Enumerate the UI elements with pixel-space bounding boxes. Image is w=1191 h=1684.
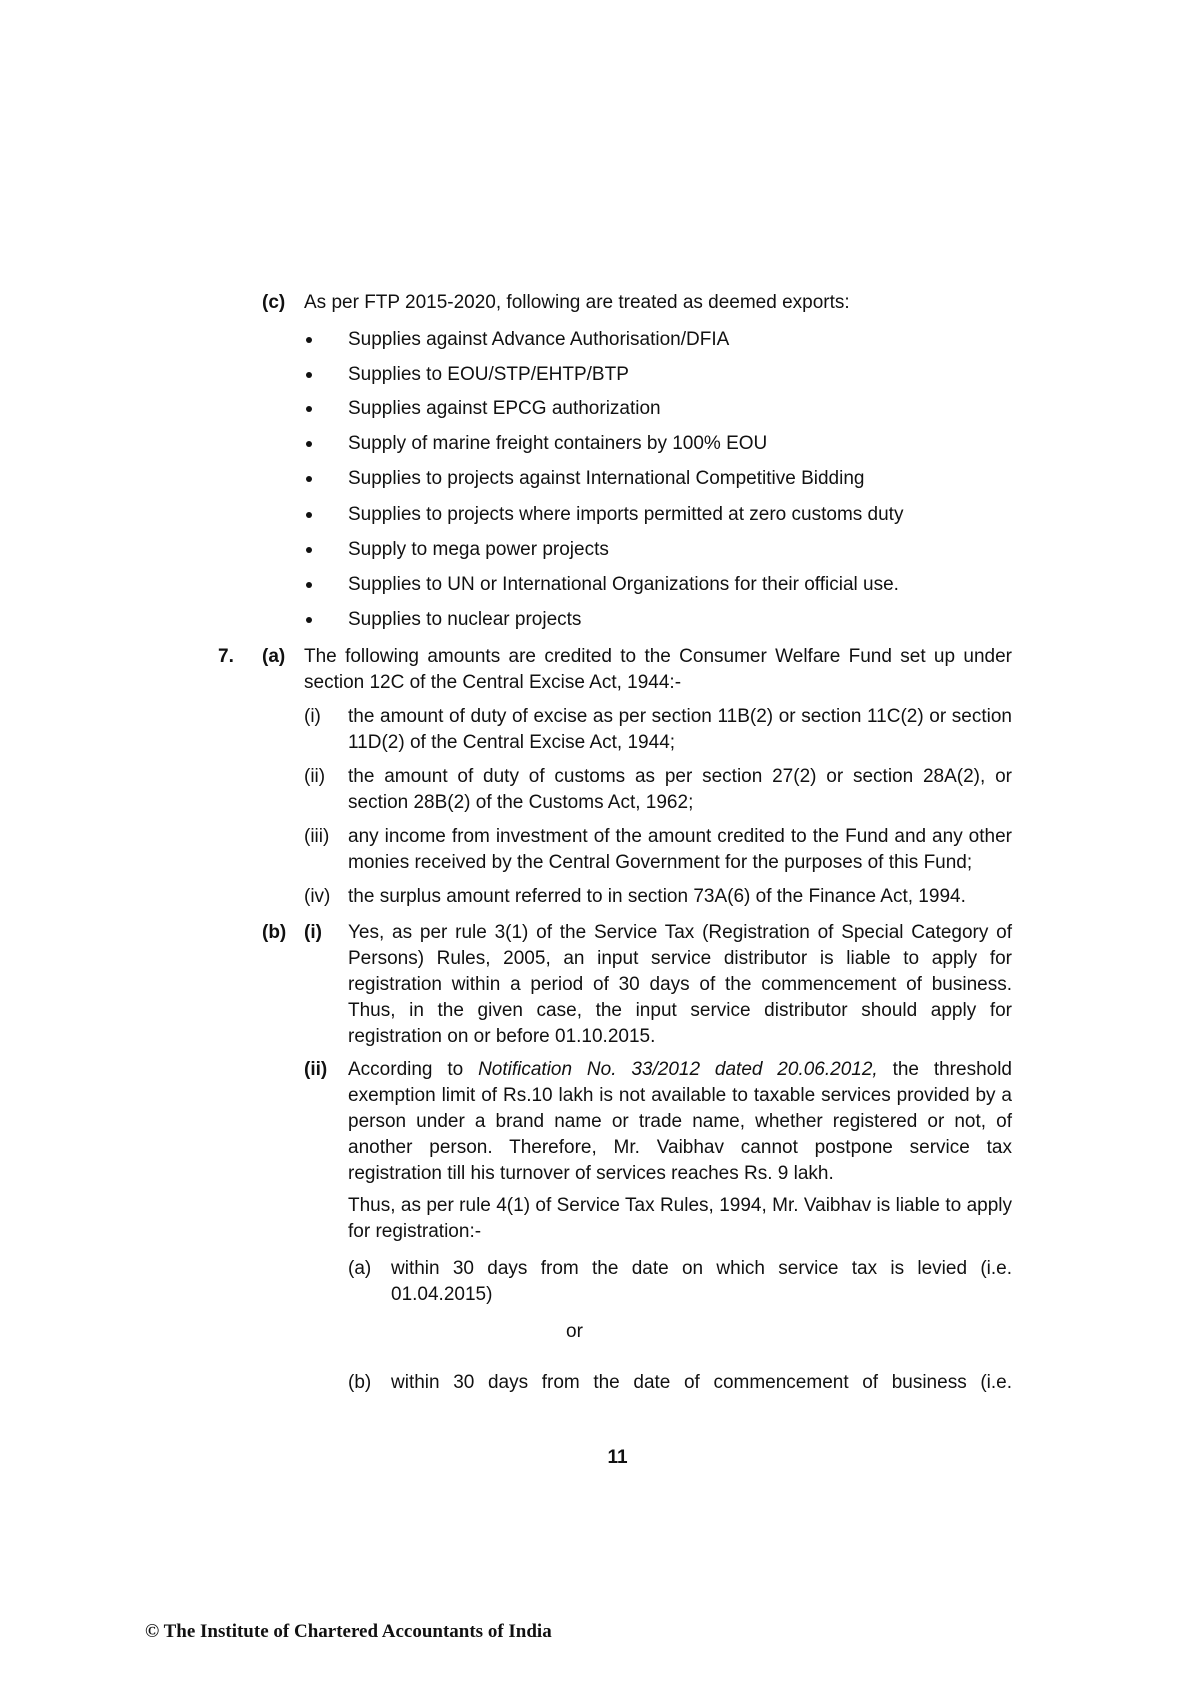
list-item-text: Supplies against EPCG authorization [348,398,661,419]
bullet-icon [306,337,312,343]
part-b-marker: (b) [262,922,287,943]
notification-reference: Notification No. 33/2012 dated 20.06.2012, [478,1059,878,1080]
page-number: 11 [607,1447,628,1468]
part-a-intro: The following amounts are credited to the Consumer Welfare Fund set up under section 12C of the Central Excise Act, 1944:- [304,646,1012,693]
list-item-text: Supplies to UN or International Organizations for their official use. [348,574,899,595]
option-a-number: (a) [348,1258,372,1279]
bullet-icon [306,441,312,447]
question-number: 7. [218,646,234,667]
list-item-text: Supplies to projects against International Competitive Bidding [348,468,865,489]
list-item-text: the amount of duty of customs as per section 27(2) or section 28A(2), or section 28B(2) of the Customs Act, 1962; [348,766,1012,813]
option-b-text: within 30 days from the date of commencement of business (i.e. [391,1372,1012,1393]
bullet-icon [306,406,312,412]
part-a-marker: (a) [262,646,286,667]
part-b-ii-text [348,1057,1012,1187]
item-number: (ii) [304,766,326,787]
part-b-ii-marker: (ii) [304,1059,328,1080]
list-item-text: Supplies to EOU/STP/EHTP/BTP [348,364,629,385]
list-item-text: any income from investment of the amount credited to the Fund and any other monies received by the Central Government for the purposes of this Fund; [348,826,1012,873]
list-item-text: the amount of duty of excise as per section 11B(2) or section 11C(2) or section 11D(2) of the Central Excise Act, 1944; [348,706,1012,753]
item-number: (iv) [304,886,331,907]
item-number: (iii) [304,826,330,847]
item-number: (i) [304,706,321,727]
list-item-text: Supplies to nuclear projects [348,609,582,630]
list-item-text: Supply of marine freight containers by 100% EOU [348,433,768,454]
list-item-text: Supply to mega power projects [348,539,609,560]
bullet-icon [306,617,312,623]
bullet-icon [306,372,312,378]
part-b-ii-para2: Thus, as per rule 4(1) of Service Tax Rules, 1994, Mr. Vaibhav is liable to apply for registration:- [348,1195,1012,1242]
part-b-ii-rest: the threshold exemption limit of Rs.10 lakh is not available to taxable services provided by a person under a brand name or trade name, whether registered or not, of another person. Therefore, Mr. Vaibhav cannot postpone service tax registration till his turnover of services reaches Rs. 9 lakh. [348,1059,1012,1184]
option-b-number: (b) [348,1372,372,1393]
part-b-i-text: Yes, as per rule 3(1) of the Service Tax (Registration of Special Category of Persons) Rules, 2005, an input service distributor is liable to apply for registration within a period of 30 days of the commencement of business. Thus, in the given case, the input service distributor should apply for registration on or before 01.10.2015. [348,922,1012,1047]
section-c-intro: As per FTP 2015-2020, following are treated as deemed exports: [304,292,850,313]
option-a-text: within 30 days from the date on which service tax is levied (i.e. 01.04.2015) [391,1258,1012,1305]
bullet-icon [306,582,312,588]
bullet-icon [306,512,312,518]
list-item-text: Supplies against Advance Authorisation/DFIA [348,329,730,350]
or-separator: or [566,1321,583,1342]
part-b-ii-lead: According to [348,1059,464,1080]
list-item-text: Supplies to projects where imports permitted at zero customs duty [348,504,904,525]
part-b-i-marker: (i) [304,922,322,943]
footer-copyright: © The Institute of Chartered Accountants of India [145,1621,552,1642]
bullet-icon [306,476,312,482]
bullet-icon [306,547,312,553]
list-item-text: the surplus amount referred to in section 73A(6) of the Finance Act, 1994. [348,886,966,907]
section-c-marker: (c) [262,292,286,313]
